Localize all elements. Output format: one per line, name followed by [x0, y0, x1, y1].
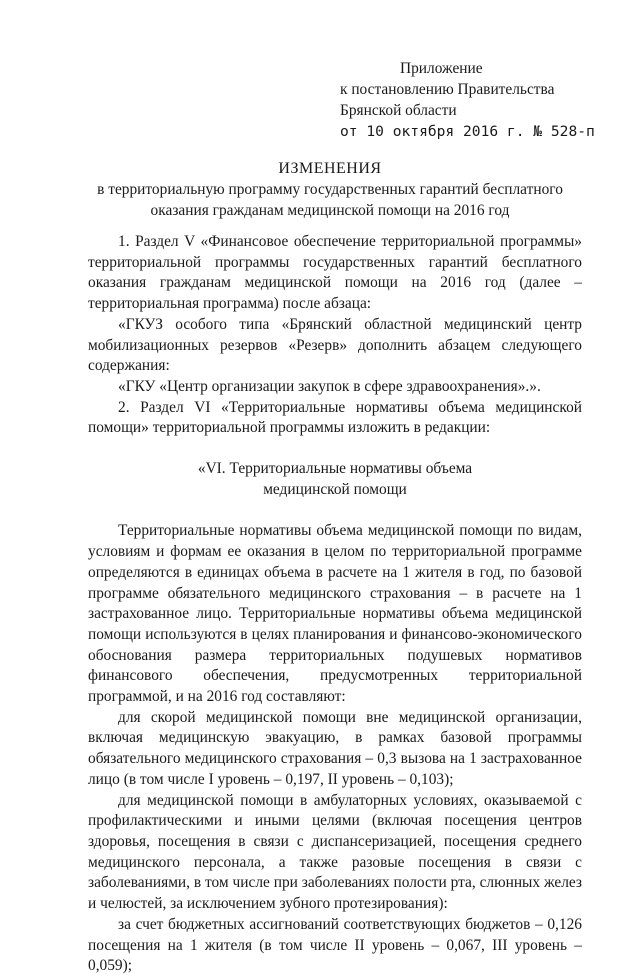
appendix-resolution-line: к постановлению Правительства	[340, 81, 555, 98]
title-heading: ИЗМЕНЕНИЯ	[278, 160, 382, 177]
title-subline-1: в территориальную программу государственных гарантий бесплатного	[97, 181, 563, 198]
paragraph-1: 1. Раздел V «Финансовое обеспечение территориальной программы» территориальной программы государственных гарантий бесплатного оказания гражданам медицинской помощи на 2016 год (далее – территориальная программа) после абзаца:	[88, 233, 582, 313]
section-heading	[88, 459, 582, 500]
appendix-block	[340, 58, 600, 142]
section-heading-line-2: медицинской помощи	[263, 480, 407, 498]
paragraph-8: за счет бюджетных ассигнований соответствующих бюджетов – 0,126 посещения на 1 жителя (в том числе II уровень – 0,067, III уровень – 0,059);	[88, 915, 582, 975]
paragraph-7: для медицинской помощи в амбулаторных условиях, оказываемой с профилактическими и иными целями (включая посещения центров здоровья, посещения в связи с диспансеризацией, посещения среднего медицинского персонала, а также разовые посещения в связи с заболеваниями, в том числе при заболеваниях полости рта, слюнных желез и челюстей, за исключением зубного протезирования):	[88, 791, 582, 913]
section-heading-line-1: «VI. Территориальные нормативы объема	[197, 460, 473, 478]
paragraph-6: для скорой медицинской помощи вне медицинской организации, включая медицинскую эвакуацию, в рамках базовой программы обязательного медицинского страхования – 0,3 вызова на 1 застрахованное лицо (в том числе I уровень – 0,197, II уровень – 0,103);	[88, 708, 582, 788]
document-body	[88, 232, 582, 977]
document-title	[60, 158, 600, 221]
paragraph-4: 2. Раздел VI «Территориальные нормативы объема медицинской помощи» территориальной программы изложить в редакции:	[88, 398, 582, 437]
appendix-label: Приложение	[400, 60, 483, 77]
paragraph-5: Территориальные нормативы объема медицинской помощи по видам, условиям и формам ее оказания в целом по территориальной программе определяются в единицах объема в расчете на 1 жителя в год, по базовой программе обязательного медицинского страхования – в расчете на 1 застрахованное лицо. Территориальные нормативы объема медицинской помощи используются в целях планирования и финансово-экономического обоснования размера территориальных подушевых нормативов финансового обеспечения, предусмотренных территориальной программой, и на 2016 год составляют:	[88, 522, 582, 706]
appendix-region-line: Брянской области	[340, 102, 457, 119]
title-subline-2: оказания гражданам медицинской помощи на 2016 год	[150, 202, 510, 219]
paragraph-2: «ГКУЗ особого типа «Брянский областной медицинский центр мобилизационных резервов «Резерв» дополнить абзацем следующего содержания:	[88, 315, 582, 375]
paragraph-3: «ГКУ «Центр организации закупок в сфере здравоохранения».».	[118, 377, 541, 395]
appendix-date-number: от 10 октября 2016 г. № 528-п	[340, 123, 595, 140]
